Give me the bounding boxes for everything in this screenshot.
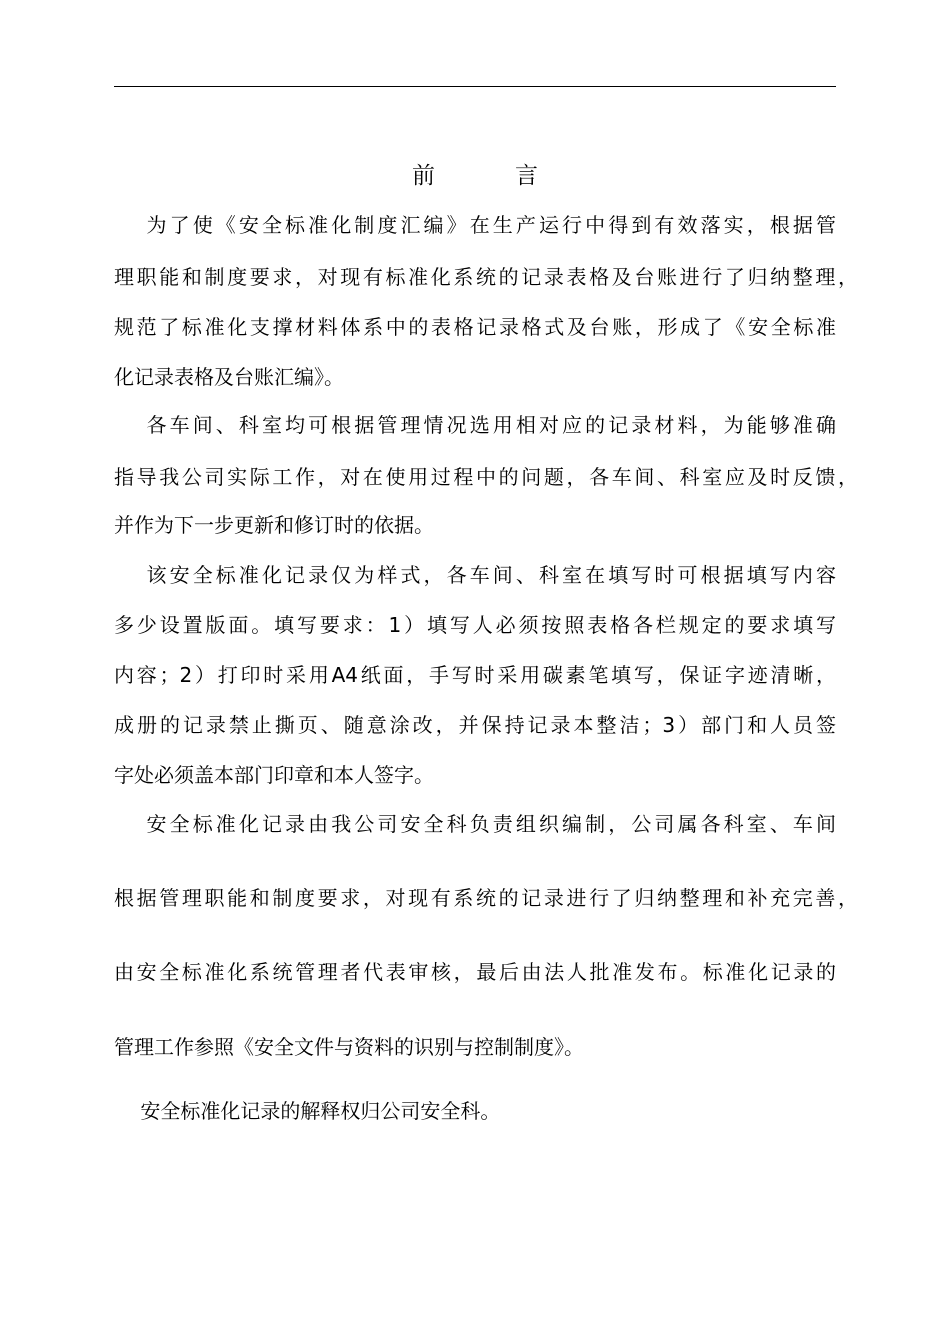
body-line: 并作为下一步更新和修订时的依据。: [114, 513, 434, 537]
body-line: 安全标准化记录的解释权归公司安全科。: [114, 1099, 501, 1123]
page-title: [0, 160, 950, 192]
body-line: 成册的记录禁止撕页、随意涂改，并保持记录本整洁；3）部门和人员签: [114, 713, 836, 737]
body-line: 规范了标准化支撑材料体系中的表格记录格式及台账，形成了《安全标准: [114, 315, 836, 339]
title-char-1: 前: [412, 163, 435, 189]
body-line: 管理工作参照《安全文件与资料的识别与控制制度》。: [114, 1035, 584, 1059]
body-line: 该安全标准化记录仅为样式，各车间、科室在填写时可根据填写内容: [114, 563, 836, 587]
body-line: 化记录表格及台账汇编》。: [114, 365, 344, 389]
body-line: 各车间、科室均可根据管理情况选用相对应的记录材料，为能够准确: [114, 413, 836, 437]
body-line: 安全标准化记录由我公司安全科负责组织编制，公司属各科室、车间: [114, 812, 836, 836]
title-char-2: 言: [515, 163, 538, 189]
body-line: 指导我公司实际工作，对在使用过程中的问题，各车间、科室应及时反馈，: [114, 465, 858, 489]
header-rule: [114, 86, 836, 87]
body-line: 为了使《安全标准化制度汇编》在生产运行中得到有效落实，根据管: [114, 213, 836, 237]
body-line: 字处必须盖本部门印章和本人签字。: [114, 763, 434, 787]
body-line: 根据管理职能和制度要求，对现有系统的记录进行了归纳整理和补充完善，: [114, 886, 858, 910]
body-line: 理职能和制度要求，对现有标准化系统的记录表格及台账进行了归纳整理，: [114, 265, 858, 289]
body-line: 内容；2）打印时采用A4纸面，手写时采用碳素笔填写，保证字迹清晰，: [114, 663, 836, 687]
body-line: 由安全标准化系统管理者代表审核，最后由法人批准发布。标准化记录的: [114, 960, 836, 984]
body-line: 多少设置版面。填写要求：1）填写人必须按照表格各栏规定的要求填写: [114, 613, 836, 637]
